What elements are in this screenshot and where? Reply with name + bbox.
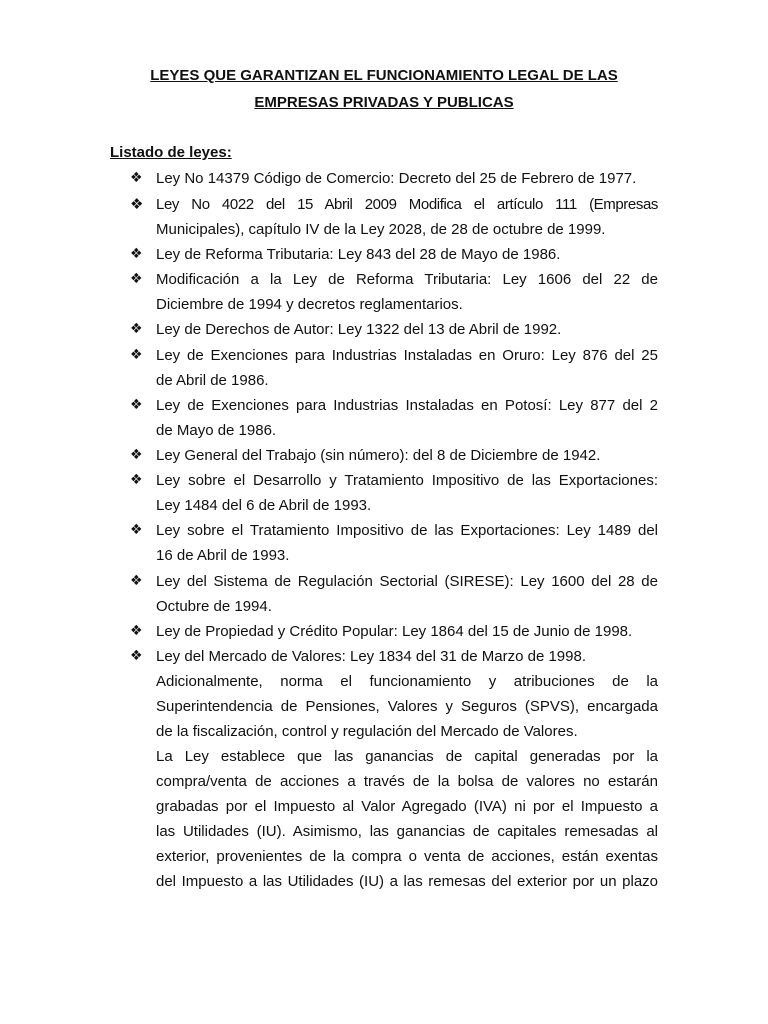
paragraph-line: La Ley establece que las ganancias de capital generadas por la <box>156 748 658 765</box>
document-title-line-1: LEYES QUE GARANTIZAN EL FUNCIONAMIENTO LEGAL DE LAS <box>150 67 618 84</box>
list-item-text: 16 de Abril de 1993. <box>156 547 290 564</box>
list-item-text: de Abril de 1986. <box>156 372 269 389</box>
diamond-bullet-icon: ❖ <box>130 522 143 538</box>
paragraph-line: las Utilidades (IU). Asimismo, las ganancias de capitales remesadas al <box>156 823 658 840</box>
paragraph-line: Adicionalmente, norma el funcionamiento y atribuciones de la <box>156 673 658 690</box>
diamond-bullet-icon: ❖ <box>130 321 143 337</box>
paragraph-line: exterior, provenientes de la compra o venta de acciones, están exentas <box>156 848 658 865</box>
list-item-text: Ley General del Trabajo (sin número): del 8 de Diciembre de 1942. <box>156 447 601 464</box>
diamond-bullet-icon: ❖ <box>130 246 143 262</box>
list-item-text: Ley No 4022 del 15 Abril 2009 Modifica el artículo 111 (Empresas <box>156 196 658 213</box>
list-item-text: Octubre de 1994. <box>156 598 272 615</box>
document-title-line-2: EMPRESAS PRIVADAS Y PUBLICAS <box>254 94 514 111</box>
list-item-text: Ley de Exenciones para Industrias Instaladas en Potosí: Ley 877 del 2 <box>156 397 658 414</box>
diamond-bullet-icon: ❖ <box>130 573 143 589</box>
paragraph-line: grabadas por el Impuesto al Valor Agregado (IVA) ni por el Impuesto a <box>156 798 658 815</box>
paragraph-line: de la fiscalización, control y regulación del Mercado de Valores. <box>156 723 578 740</box>
list-item-text: Ley del Mercado de Valores: Ley 1834 del 31 de Marzo de 1998. <box>156 648 587 665</box>
diamond-bullet-icon: ❖ <box>130 648 143 664</box>
diamond-bullet-icon: ❖ <box>130 447 143 463</box>
list-item-text: Modificación a la Ley de Reforma Tributaria: Ley 1606 del 22 de <box>156 271 658 288</box>
diamond-bullet-icon: ❖ <box>130 472 143 488</box>
section-heading: Listado de leyes: <box>110 144 232 161</box>
list-item-text: de Mayo de 1986. <box>156 422 277 439</box>
list-item-text: Municipales), capítulo IV de la Ley 2028, de 28 de octubre de 1999. <box>156 221 606 238</box>
diamond-bullet-icon: ❖ <box>130 271 143 287</box>
list-item-text: Ley de Propiedad y Crédito Popular: Ley 1864 del 15 de Junio de 1998. <box>156 623 633 640</box>
diamond-bullet-icon: ❖ <box>130 347 143 363</box>
list-item-text: Ley sobre el Tratamiento Impositivo de las Exportaciones: Ley 1489 del <box>156 522 658 539</box>
list-item-text: Ley de Reforma Tributaria: Ley 843 del 28 de Mayo de 1986. <box>156 246 561 263</box>
list-item-text: Diciembre de 1994 y decretos reglamentarios. <box>156 296 463 313</box>
list-item-text: Ley de Derechos de Autor: Ley 1322 del 13 de Abril de 1992. <box>156 321 562 338</box>
paragraph-line: del Impuesto a las Utilidades (IU) a las remesas del exterior por un plazo <box>156 873 658 890</box>
list-item-text: Ley sobre el Desarrollo y Tratamiento Impositivo de las Exportaciones: <box>156 472 658 489</box>
diamond-bullet-icon: ❖ <box>130 195 144 213</box>
diamond-bullet-icon: ❖ <box>130 623 143 639</box>
paragraph-additional-info <box>156 669 658 744</box>
list-item-text: Ley del Sistema de Regulación Sectorial (SIRESE): Ley 1600 del 28 de <box>156 573 658 590</box>
list-item-text: Ley de Exenciones para Industrias Instaladas en Oruro: Ley 876 del 25 <box>156 347 658 364</box>
list-item-text: Ley No 14379 Código de Comercio: Decreto del 25 de Febrero de 1977. <box>156 170 637 187</box>
list-item-text: Ley 1484 del 6 de Abril de 1993. <box>156 497 372 514</box>
diamond-bullet-icon: ❖ <box>130 170 143 186</box>
diamond-bullet-icon: ❖ <box>130 397 143 413</box>
paragraph-law-effects <box>156 744 658 894</box>
paragraph-line: Superintendencia de Pensiones, Valores y Seguros (SPVS), encargada <box>156 698 658 715</box>
paragraph-line: compra/venta de acciones a través de la bolsa de valores no estarán <box>156 773 658 790</box>
